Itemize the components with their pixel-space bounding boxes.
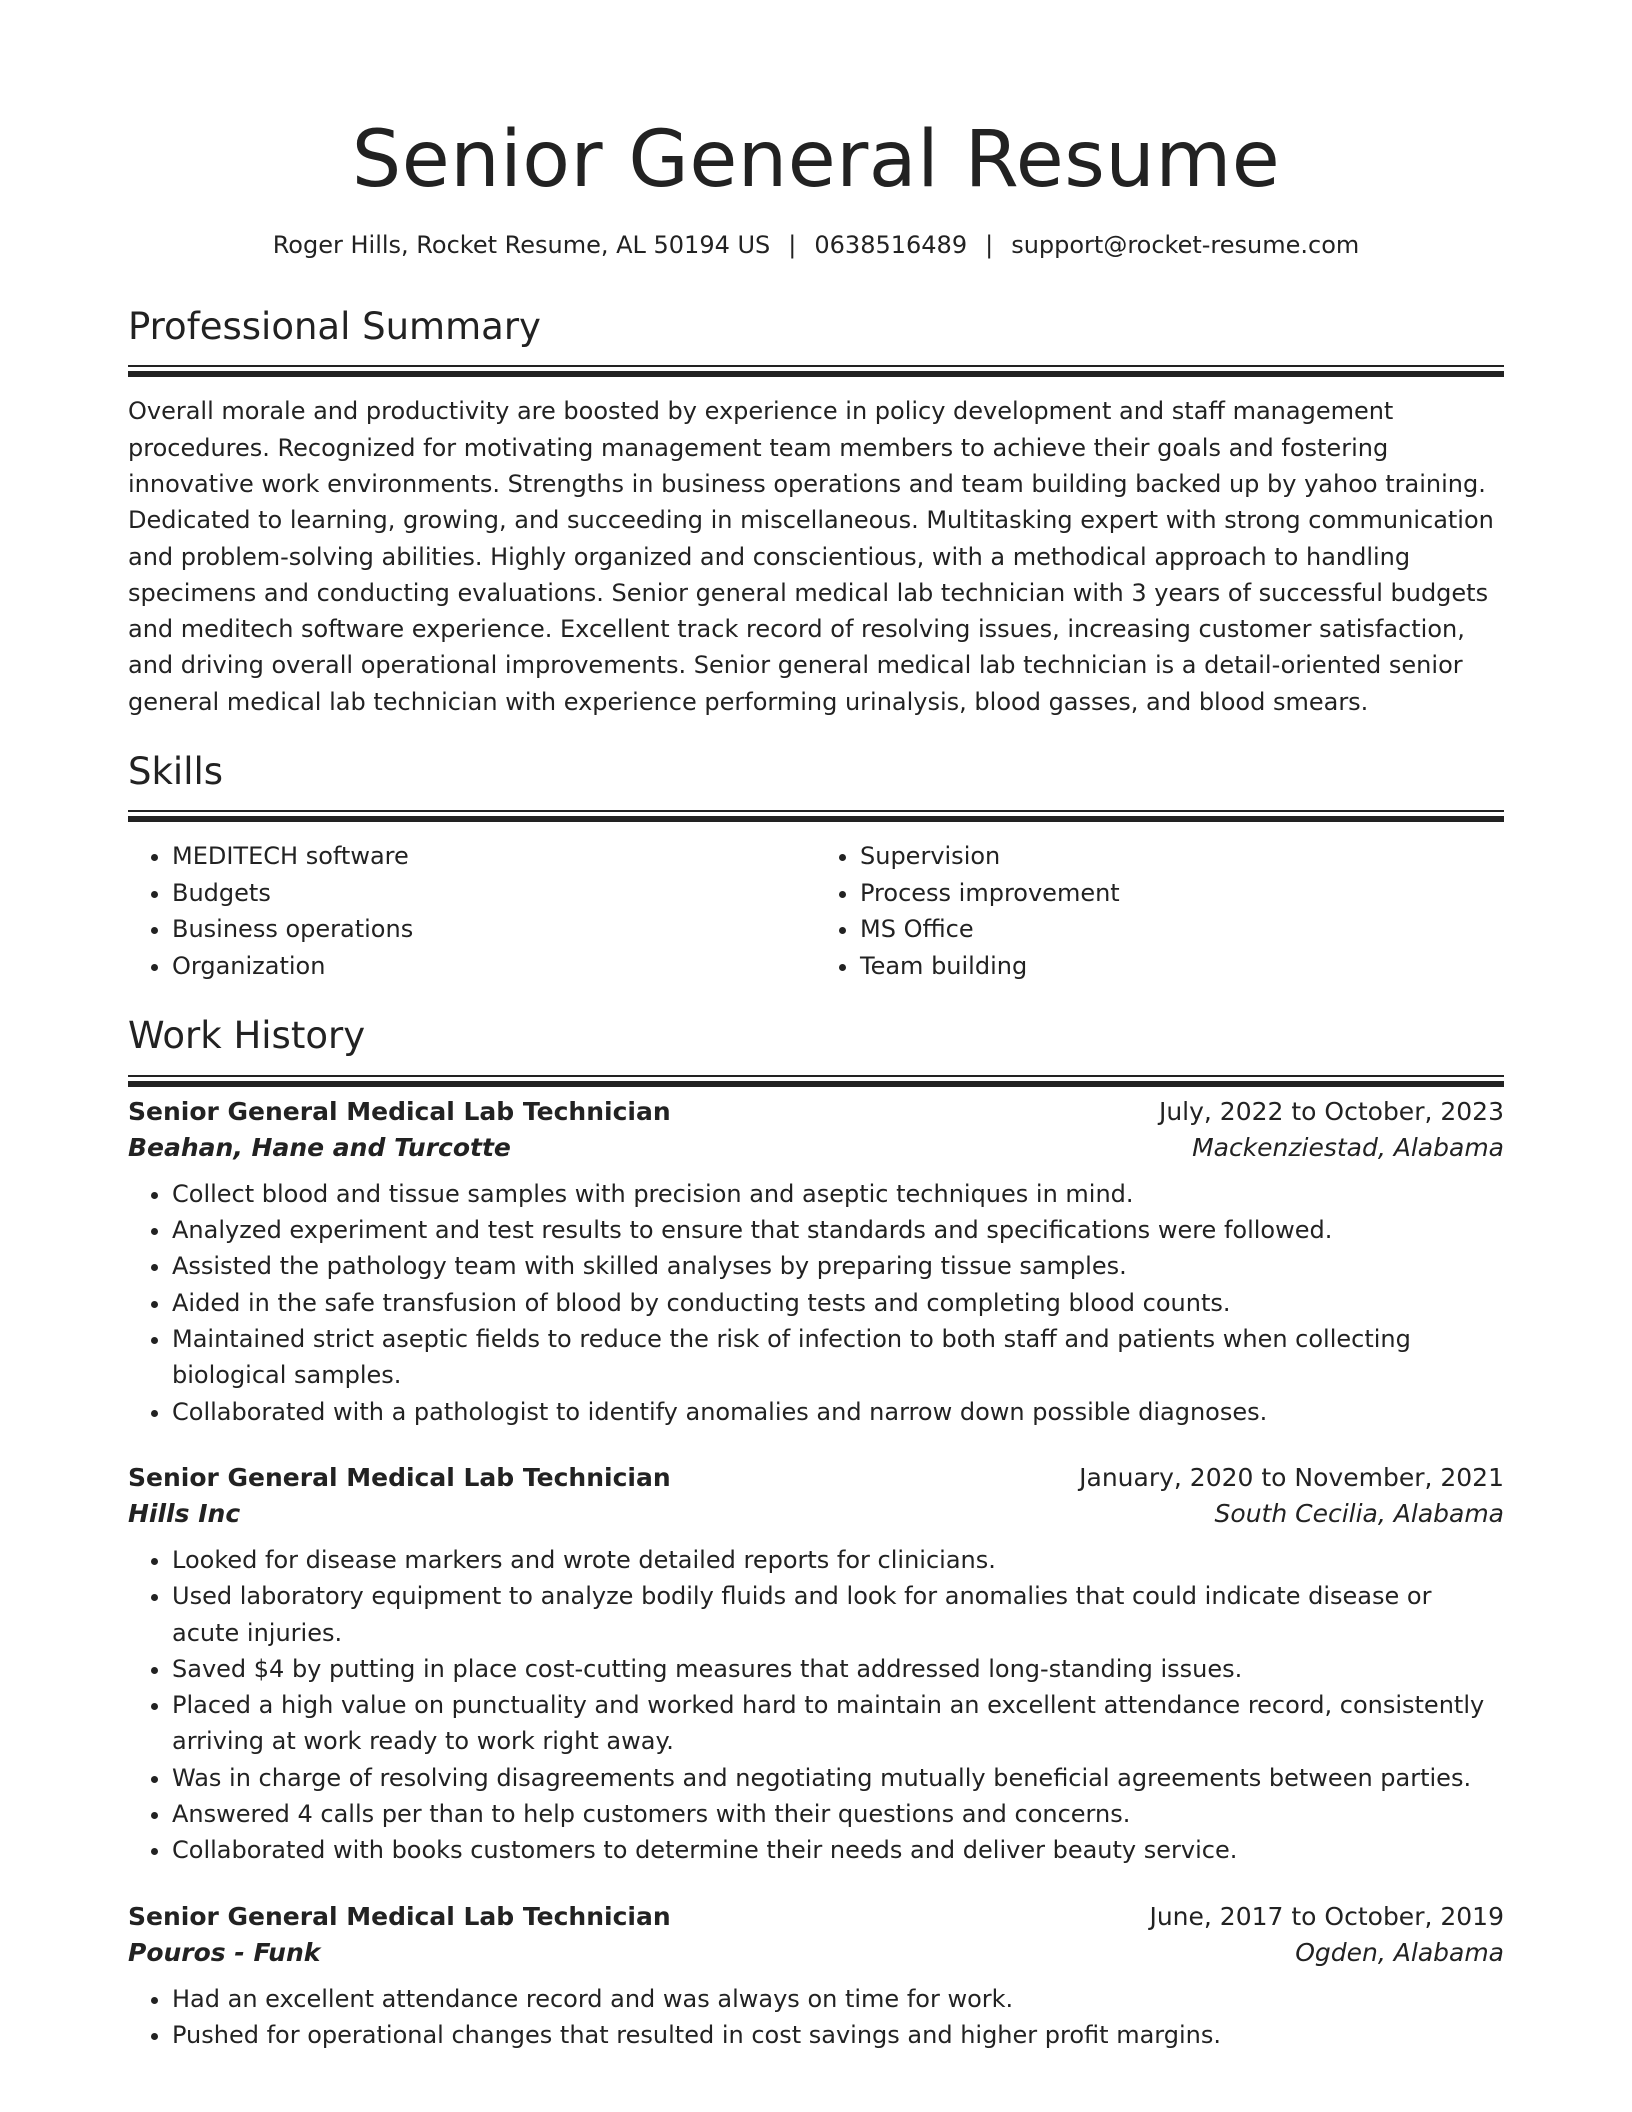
- job-duty: • Analyzed experiment and test results to ensure that standards and specifications were followed.: [172, 1212, 1504, 1248]
- job-title: Senior General Medical Lab Technician: [128, 1901, 671, 1931]
- work-history-list: [128, 1097, 1504, 2053]
- job-duty: • Collect blood and tissue samples with precision and aseptic techniques in mind.: [172, 1176, 1504, 1212]
- job-dates: July, 2022 to October, 2023: [1158, 1096, 1504, 1126]
- section-heading: Work History: [128, 1014, 366, 1058]
- company-name: Beahan, Hane and Turcotte: [128, 1132, 511, 1162]
- skill-item: • Organization: [172, 948, 816, 985]
- job-duty: • Was in charge of resolving disagreements and negotiating mutually beneficial agreements between parties.: [172, 1760, 1504, 1796]
- contact-phone: 0638516489: [814, 230, 968, 259]
- job-entry: [128, 1902, 1504, 2054]
- skill-item: • Business operations: [172, 911, 816, 948]
- resume-title: Senior General Resume: [351, 115, 1281, 205]
- skill-item: • Supervision: [860, 838, 1504, 875]
- job-duty: • Collaborated with a pathologist to identify anomalies and narrow down possible diagnoses.: [172, 1394, 1504, 1430]
- company-name: Pouros - Funk: [128, 1937, 321, 1967]
- job-duty: • Looked for disease markers and wrote detailed reports for clinicians.: [172, 1542, 1504, 1578]
- skill-item: • MEDITECH software: [172, 838, 816, 875]
- job-duty: • Assisted the pathology team with skilled analyses by preparing tissue samples.: [172, 1248, 1504, 1284]
- job-duty: • Used laboratory equipment to analyze bodily fluids and look for anomalies that could indicate disease or acute injuries.: [172, 1578, 1504, 1651]
- professional-summary-section: [128, 305, 1504, 720]
- contact-separator: |: [985, 230, 994, 259]
- job-duty: • Saved $4 by putting in place cost-cutting measures that addressed long-standing issues.: [172, 1651, 1504, 1687]
- job-duty: • Answered 4 calls per than to help customers with their questions and concerns.: [172, 1796, 1504, 1832]
- job-duty: • Placed a high value on punctuality and worked hard to maintain an excellent attendance record, consistently arriving at work ready to work right away.: [172, 1687, 1504, 1760]
- section-divider: [128, 810, 1504, 812]
- job-title: Senior General Medical Lab Technician: [128, 1462, 671, 1492]
- job-duty: • Pushed for operational changes that resulted in cost savings and higher profit margins.: [172, 2017, 1504, 2053]
- job-location: Mackenziestad, Alabama: [1192, 1132, 1504, 1162]
- contact-separator: |: [788, 230, 797, 259]
- skills-column-left: [128, 838, 816, 984]
- job-location: Ogden, Alabama: [1295, 1937, 1504, 1967]
- job-duties-list: [128, 1176, 1504, 1430]
- section-heading: Skills: [128, 750, 224, 794]
- job-duty: • Aided in the safe transfusion of blood by conducting tests and completing blood counts.: [172, 1285, 1504, 1321]
- section-divider: [128, 1075, 1504, 1077]
- company-name: Hills Inc: [128, 1498, 241, 1528]
- section-divider: [128, 365, 1504, 367]
- job-duty: • Maintained strict aseptic fields to reduce the risk of infection to both staff and patients when collecting biological samples.: [172, 1321, 1504, 1394]
- contact-address: Roger Hills, Rocket Resume, AL 50194 US: [272, 230, 771, 259]
- job-entry: [128, 1463, 1504, 1869]
- job-dates: June, 2017 to October, 2019: [1149, 1901, 1504, 1931]
- job-dates: January, 2020 to November, 2021: [1079, 1462, 1504, 1492]
- job-location: South Cecilia, Alabama: [1214, 1498, 1504, 1528]
- skill-item: • Budgets: [172, 875, 816, 912]
- skill-item: • Team building: [860, 948, 1504, 985]
- job-duty: • Had an excellent attendance record and was always on time for work.: [172, 1981, 1504, 2017]
- job-title: Senior General Medical Lab Technician: [128, 1096, 671, 1126]
- job-duties-list: [128, 1981, 1504, 2054]
- section-heading: Professional Summary: [128, 304, 541, 348]
- skills-grid: [128, 838, 1504, 984]
- work-history-section: [128, 1014, 1504, 2053]
- contact-line: [128, 230, 1504, 261]
- summary-paragraph: Overall morale and productivity are boosted by experience in policy development and staff management procedures. Recognized for motivating management team members to achieve their goals and fostering innovative work environments. Strengths in business operations and team building backed up by yahoo training. Dedicated to learning, growing, and succeeding in miscellaneous. Multitasking expert with strong communication and problem-solving abilities. Highly organized and conscientious, with a methodical approach to handling specimens and conducting evaluations. Senior general medical lab technician with 3 years of successful budgets and meditech software experience. Excellent track record of resolving issues, increasing customer satisfaction, and driving overall operational improvements. Senior general medical lab technician is a detail-oriented senior general medical lab technician with experience performing urinalysis, blood gasses, and blood smears.: [128, 397, 1494, 716]
- skills-column-right: [816, 838, 1504, 984]
- job-duties-list: [128, 1542, 1504, 1869]
- skill-item: • Process improvement: [860, 875, 1504, 912]
- job-duty: • Collaborated with books customers to determine their needs and deliver beauty service.: [172, 1832, 1504, 1868]
- contact-email: support@rocket-resume.com: [1011, 230, 1360, 259]
- skill-item: • MS Office: [860, 911, 1504, 948]
- job-entry: [128, 1097, 1504, 1430]
- skills-section: [128, 750, 1504, 984]
